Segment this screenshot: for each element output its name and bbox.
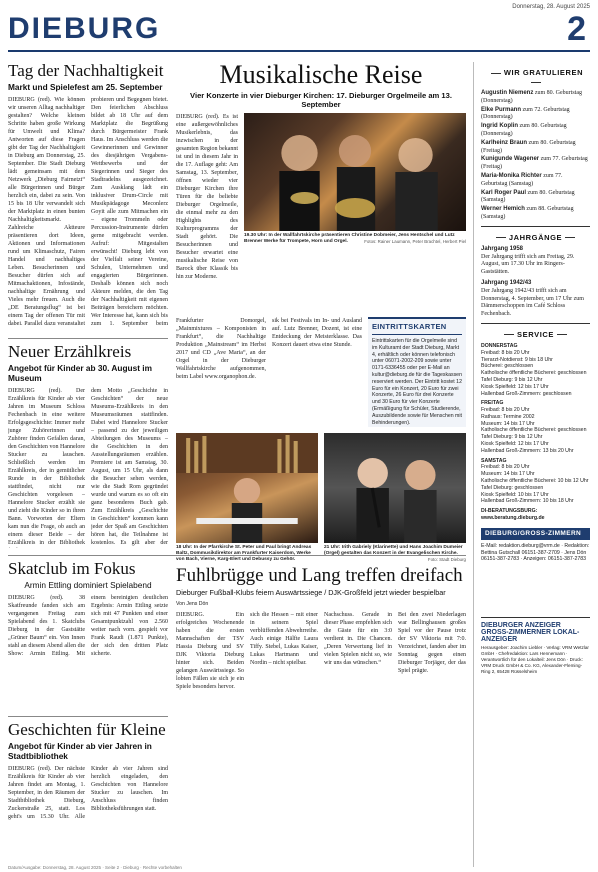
gratulation-name: Augustin Niemenz (481, 90, 534, 96)
gratulation-item (481, 173, 590, 189)
gratulation-item (481, 123, 590, 139)
jahrgang-text: Der Jahrgang 1942/43 trifft sich am Donnerstag, 4. September, um 17 Uhr zum Dämmerschoppen im Café Schloss Fechenbach. (481, 287, 584, 318)
headline: Musikalische Reise (219, 62, 423, 89)
gratulation-item (481, 206, 590, 222)
article-text-col2: dem Motto „Geschichte in Geschichten“ der neue Museums-Erzählkreis in den Museumsräumen stattfinden. Dabei wird Hannelore Stucker – passend zu der jeweiligen Abteilungen des Museums – die Geschichten in den Ausstellungsräumen erzählen. Premiere ist am Samstag, 30. August, um 15 Uhr, als dann die Besucher sehen werden, wie die Stadt Rom gegründet wurde und warum es so oft ein ganz besonderes Buch gab. Zum Erzählkreis „Geschichte in Geschichten“ kommen kann jeder der Spaß am Geschichten hören hat, die Teilnahme ist kostenlos. Es gilt aber der (91, 388, 168, 546)
gratulation-item (481, 140, 590, 156)
jahrgang-head: Jahrgang 1942/43 (481, 279, 532, 286)
gratulation-name: Werner Hemich (481, 206, 525, 213)
service-line: Tierarzt-Notdienst: 9 bis 18 Uhr (481, 356, 553, 363)
gratulieren-list (481, 90, 590, 222)
photo-caption: 18 Uhr: In der Pfarrkirche St. Peter und Paul bringt Andreas Baltz, Dommusikdirektor am Frankfurter Kaiserdom, Werke von Bach, Vierne, Karg-Elert und Debussy zu Gehör. (176, 545, 312, 562)
service-line: Kiosk Spielfeld: 12 bis 17 Uhr (481, 383, 549, 390)
clarinet-duo-image (324, 433, 466, 543)
article-fuhlbruegge (176, 566, 466, 864)
gratulation-text: zum 80. Geburtstag (Donnerstag) (481, 90, 582, 104)
gratulation-name: Karl Roger Paul (481, 189, 527, 196)
organ-image (176, 433, 318, 543)
article-text-col3: Nachschuss. Gerade in dieser Phase empfehlen sich die Gäste für ein 3:0 verdient in. Die Chancen. „Deren Verwertung lief in vielen Spielen nicht so, wie wir uns das wünschen.“ (324, 611, 392, 666)
headline: Tag der Nachhaltigkeit (8, 62, 164, 80)
gratulation-name: Ingrid Koplin (481, 123, 518, 130)
subline: Dieburger Fußball-Klubs feiern Auswärtssiege / DJK-Großfeld jetzt wieder bespielbar (176, 588, 446, 597)
headline: Skatclub im Fokus (8, 560, 136, 578)
divider (8, 716, 168, 717)
masthead (8, 12, 590, 52)
subline: Angebot für Kinder ab 30. August im Museum (8, 363, 152, 383)
divider (8, 555, 466, 556)
article-text-col2: sich die Hessen – mit einer in seinem Spiel verblüffenden Abwehrreihe. Auch einige Hälfte Laura Tiffy. Stebel, Lukas Kaiser, Lukas Hartmann und Nordin – nicht spielbar. (250, 611, 318, 666)
article-geschichten (8, 721, 168, 866)
article-text-col3: sik bei Festivals im In- und Ausland auf. Lutz Brenner, Dozent, ist eine Entdeckung der Meisterklasse. Das Konzert dauert etwa eine Stunde. (272, 318, 362, 348)
byline: Von Jens Dön (176, 601, 209, 607)
musicians-image (244, 113, 466, 231)
service-day: SAMSTAG (481, 457, 507, 464)
service-list (481, 343, 590, 505)
box-text: Eintrittskarten für die Orgelmeile sind im Kulturamt der Stadt Dieburg, Markt 4, erhältlich oder können telefonisch unter 06071-2002-209 sowie unter 0171-6336455 oder per E-Mail an kultur@dieburg.de für die Tageskassen reserviert werden. Der Eintritt kostet 12 Euro für ein Konzert, 20 Euro für zwei Konzerte, 26 Euro für drei Konzerte und 30 Euro für vier Konzerte (Ermäßigung für Schüler, Studierende, Auszubildende sowie für Menschen mit Behinderungen). (372, 338, 462, 426)
gratulation-name: Kunigunde Wagener (481, 156, 540, 163)
sidebar (473, 62, 590, 867)
gratulation-text: zum 77. Geburtstag (Samstag) (481, 172, 563, 187)
gratulation-item (481, 156, 590, 172)
gratulation-name: Karlheinz Braun (481, 139, 528, 146)
page-number: 2 (567, 10, 586, 48)
article-reise (176, 62, 466, 562)
subline: Markt und Spielefest am 25. September (8, 82, 163, 92)
service-line: Museum: 14 bis 17 Uhr (481, 471, 535, 478)
service-line: Katholische öffentliche Bücherei: geschlossen (481, 370, 587, 377)
article-text-col1: DIEBURG (red). Wie können wir unseren Alltag nachhaltiger gestalten? Welche kleinen Schritte haben große Wirkung für Umwelt und Klima? Antworten auf diese Fragen gibt der Tag der Nachhaltigkeit in Dieburg am Donnerstag, 25. September. Die Stadt Dieburg lädt gemeinsam mit dem Netzwerk „Dieburg Fairnetzt“ alle Bürgerinnen und Bürger herzlich ein, dabei zu sein. Von 15 bis 18 Uhr verwandelt sich der Marktplatz in einen bunten Nachhaltigkeitsmarkt. Zahlreiche Aktteure präsentieren dort Ideen, Aktionen und Informationen rund um Klimaschutz, Fairen Handel und nachhaltiges Leben. Besucherinnen und Besucher dürfen sich auf Mitmachaktionen, Infostände, nachhaltige Ernährung und Vieles mehr freuen. Auch die „DE Beratungsflug“ ist bei einem Tag der offenen Tür mit dabei. Parallel dazu veranstaltet (8, 97, 85, 327)
headline: Neuer Erzählkreis (8, 343, 132, 361)
gratulation-text: zum 80. Geburtstag (Donnerstag) (481, 123, 567, 137)
service-day: FREITAG (481, 400, 504, 407)
photo-caption: 19.30 Uhr: In der Wallfahrtskirche präsentieren Christine Dobmeier, Jens Hentschel und Lutz Brenner Werke für Trompete, Horn und Orgel. Fotos: Rainer Laumann, Peter Brachtel, Herbert Piel (244, 233, 466, 244)
article-text-col1: DIEBURG (red). Der Erzählkreis für Kinder ab vier Jahren im Museum Schloss Fechenbach in eine weitere Erfolgsgeschichte: Immer mehr junge Zuhörerinnen und Zuhörer finden Gefallen daran, den Geschichten von Hannelore Stucker zu lauschen. Schließlich werden im Erzählkreis, der in gemütlicher Runde in der Bibliothek stattfindet, nicht nur Geschichten vorgelesen – Hannelore Stucker erzählt sie und zieht die Kinder so in ihren Bann. Vorworten der Eltern kam nun die Frage, ob auch an einem dieser Beide – der Erzählkreis in der Bibliothek (8, 388, 85, 546)
divider (8, 338, 168, 339)
redaktion-bar: DIEBURG/GROSS-ZIMMERN (481, 528, 590, 540)
article-text-col2: Frankfurter Domorgel, „Mainmixtures – Komponisten in Frankfurt“, die Nachhaltige Produktion „Mainstream“ im Herbst 2017 und CD „Ave Maria“, an der Orgel in der Dieburger Wallfahrtskirche aufgenommen, beim Label www.organophon.de. (176, 318, 266, 380)
service-line: Rathaus: Termine 2002 (481, 413, 535, 420)
jahrgang-text: Der Jahrgang trifft sich am Freitag, 29. August, um 17.30 Uhr im Ringers-Gaststätten. (481, 253, 575, 276)
service-line: Freibad: 8 bis 20 Uhr (481, 407, 530, 414)
service-line: Bücherei: geschlossen (481, 363, 534, 370)
service-day: DONNERSTAG (481, 342, 518, 349)
gratulation-text: zum 72. Geburtstag (Donnerstag) (481, 106, 570, 121)
section-title: DIEBURG (8, 12, 161, 45)
service-line: Tafel Dieburg: 9 bis 12 Uhr (481, 376, 543, 383)
article-text-col4: Bei den zwei Niederlagen war Bellinghausen großes Spiel vor der Pause trotz der SV Viktoria mit 7:0. Verzeichnet, fanden aber im Sonntag gegen einen Dieburger Torjäger, der das Spiel prägte. (398, 611, 466, 674)
gratulation-name: Maria-Monika Richter (481, 172, 542, 179)
service-footer: DI-BERATUNGSBURG: www.beratung.dieburg.de (481, 508, 545, 522)
service-line: Tafel Dieburg: geschlossen (481, 484, 544, 491)
gratulation-text: zum 77. Geburtstag (Freitag) (481, 156, 588, 171)
service-line: Hallenbad Groß-Zimmern: 10 bis 18 Uhr (481, 498, 574, 505)
gratulieren-heading: WIR GRATULIEREN (481, 68, 590, 86)
article-text-col1: DIEBURG (red). Es ist eine außergewöhnliches Musikerlebnis, das inzwischen in der gesamten Region bekannt ist und in diesem Jahr in die 17. Auflage geht: Am Samstag, 13. September, öffnen wieder vier Dieburger Kirchen ihre Türen für die beliebte Dieburger Orgelmeile, die einmal mehr zu den Highlights des Kulturprogramms der Stadt gehört. Die Besucherinnen und Besucher erwartet eine musikalische Reise von Barock über Klassik bis hin zur Moderne. (176, 114, 238, 280)
article-text-col1: DIEBURG. Ein erfolgreiches Wochenende haben die ersten Mannschaften der TSV Hassia Dieburg und SV DJK Viktoria Dieburg hinter sich. Beiden gelangen Auswärtssiege. So lobten Fällen sie sich je ein Spiele besonders hervor. (176, 611, 244, 690)
service-line: Freibad: 8 bis 20 Uhr (481, 349, 530, 356)
subline: Vier Konzerte in vier Dieburger Kirchen: 17. Dieburger Orgelmeile am 13. September (190, 91, 452, 109)
service-line: Hallenbad Groß-Zimmern: geschlossen (481, 390, 572, 397)
gratulation-item (481, 90, 590, 106)
gratulation-item (481, 107, 590, 123)
eintrittskarten-box (368, 317, 466, 427)
service-line: Freibad: 8 bis 20 Uhr (481, 464, 530, 471)
photo-duo (324, 433, 466, 543)
service-line: Tafel Dieburg: 9 bis 12 Uhr (481, 434, 543, 441)
jahrgaenge-heading: JAHRGÄNGE (481, 233, 590, 242)
gratulation-text: zum 80. Geburtstag (Samstag) (481, 189, 575, 204)
gratulation-item (481, 190, 590, 206)
anzeiger-text: Herausgeber: Joachim Liebler · Verlag: VRM Wetzlar GmbH · Chefredaktion: Lars Hennemann · Verantwortlich für den Lokalteil: Jens Dön · Druck: VRM Druck GmbH & Co. KG, Alexander-Fleming-Ring 2, 65428 Rüsselsheim (481, 644, 589, 674)
service-line: Hallenbad Groß-Zimmern: 13 bis 20 Uhr (481, 447, 574, 454)
article-text: DIEBURG (red). 38 Skatfreunde fanden sich am vergangenen Freitag zum Spielabend des 1. Skatclubs Dieburg in der Gaststätte „Grüner Baum“ ein. Von Innen stahl an diesem Abend allen die Show: Armin Ettling. Mit einem bereinigten deutlichen Ergebnis: Armin Ettling setzte sich mit 47 Punkten und einer Gesamtpunktzahl von 2.560 weiter nach vorn. gespielt vor Frank Raudi (1.871 Punkte), der sich den dritten Platz sicherte. (8, 595, 168, 657)
service-line: Kiosk Spielfeld: 12 bis 17 Uhr (481, 441, 549, 448)
article-nachhaltigkeit (8, 62, 168, 332)
subline: Angebot für Kinder ab vier Jahren in Stadtbibliothek (8, 741, 152, 761)
article-erzaehlkreis (8, 343, 168, 548)
service-line: Kiosk Spielfeld: 10 bis 17 Uhr (481, 491, 549, 498)
redaktion-text: E-Mail: redaktion.dieburg@vrm.de · Redaktion: Bettina Gutschall 06151-387-2709 · Jens Dön 06151-387-2783 · Anzeigen: 06151-387-2783 (481, 542, 590, 563)
headline: Geschichten für Kleine (8, 721, 166, 739)
jahrgaenge-list (481, 246, 590, 319)
gratulation-text: zum 88. Geburtstag (Samstag) (481, 206, 574, 220)
page-footer: Datum/Ausgabe: Donnerstag, 28. August 2025 · Seite 2 · Dieburg · Rechte vorbehalten (8, 865, 182, 870)
photo-wallfahrtskirche (244, 113, 466, 231)
service-heading: SERVICE (481, 330, 590, 339)
gratulation-name: Elke Purmann (481, 106, 522, 113)
article-text-col2: probieren und Begegnen bietet. Den feierlichen Abschluss bildet ab 18 Uhr auf dem Marktplatz die Begrüßung durch Bürgermeister Frank Haus. Im Anschluss werden die Gewinnerinnen und Gewinner des diesjährigen Vergabens-Wettbewerbs und der Siegerinnen und Sieger des Stadtradelns ausgezeichnet. Zum Ausklang lädt ein inklusiver Drum-Circle mit Musikpädagoge Meconlerz Goyit alle zum Mitmachen ein – eigene Trommeln oder Percussion-Instrumente dürfen gerne mitgebracht werden. Aufruf: Mitgestalten erwünscht! Dieburg lebt von der Vielfalt seiner Vereine, Schulen, Unternehmen und engagierten Bürgerinnen. Deshalb können sich noch Akteure melden, die den Tag der Nachhaltigkeit mit eigenen Beiträgen bereichern möchten. Wer Interesse hat, kann sich bis zum 1. September beim (91, 97, 168, 327)
service-line: Katholische öffentliche Bücherei: 10 bis 12 Uhr (481, 478, 589, 485)
gratulation-text: zum 80. Geburtstag (Freitag) (481, 139, 576, 154)
photo-organist (176, 433, 318, 543)
article-text: DIEBURG (red). Der nächste Erzählkreis für Kinder ab vier Jahren findet am Montag, 1. September, in den Räumen der Stadtbibliothek Dieburg, Zuckerstraße 25, statt. Los geht's um 15.30 Uhr. Alle Kinder ab vier Jahren sind herzlich eingeladen, den Geschichten von Hannelore Stucker zu lauschen. Im Anschluss finden Bibliotheksführungen statt. (8, 766, 168, 820)
jahrgang-head: Jahrgang 1958 (481, 245, 524, 252)
service-line: Museum: 14 bis 17 Uhr (481, 420, 535, 427)
date-line: Donnerstag, 28. August 2025 (512, 4, 590, 10)
service-line: Katholische öffentliche Bücherei: geschlossen (481, 427, 587, 434)
anzeiger-subtitle: GROSS-ZIMMERNER LOKAL-ANZEIGER (481, 628, 580, 643)
photo-caption: 21 Uhr: Irith Gabriely (Klarinette) und Hans Joachim Dumeier (Orgel) gestalten das Konzert in der Evangelischen Kirche. Foto: Stadt Dieburg (324, 545, 466, 562)
article-skatclub (8, 560, 168, 710)
box-title: EINTRITTSKARTEN (372, 319, 462, 335)
subline: Armin Ettling dominiert Spielabend (24, 580, 152, 590)
anzeiger-title: DIEBURGER ANZEIGER (481, 621, 561, 629)
headline: Fuhlbrügge und Lang treffen dreifach (176, 566, 463, 586)
